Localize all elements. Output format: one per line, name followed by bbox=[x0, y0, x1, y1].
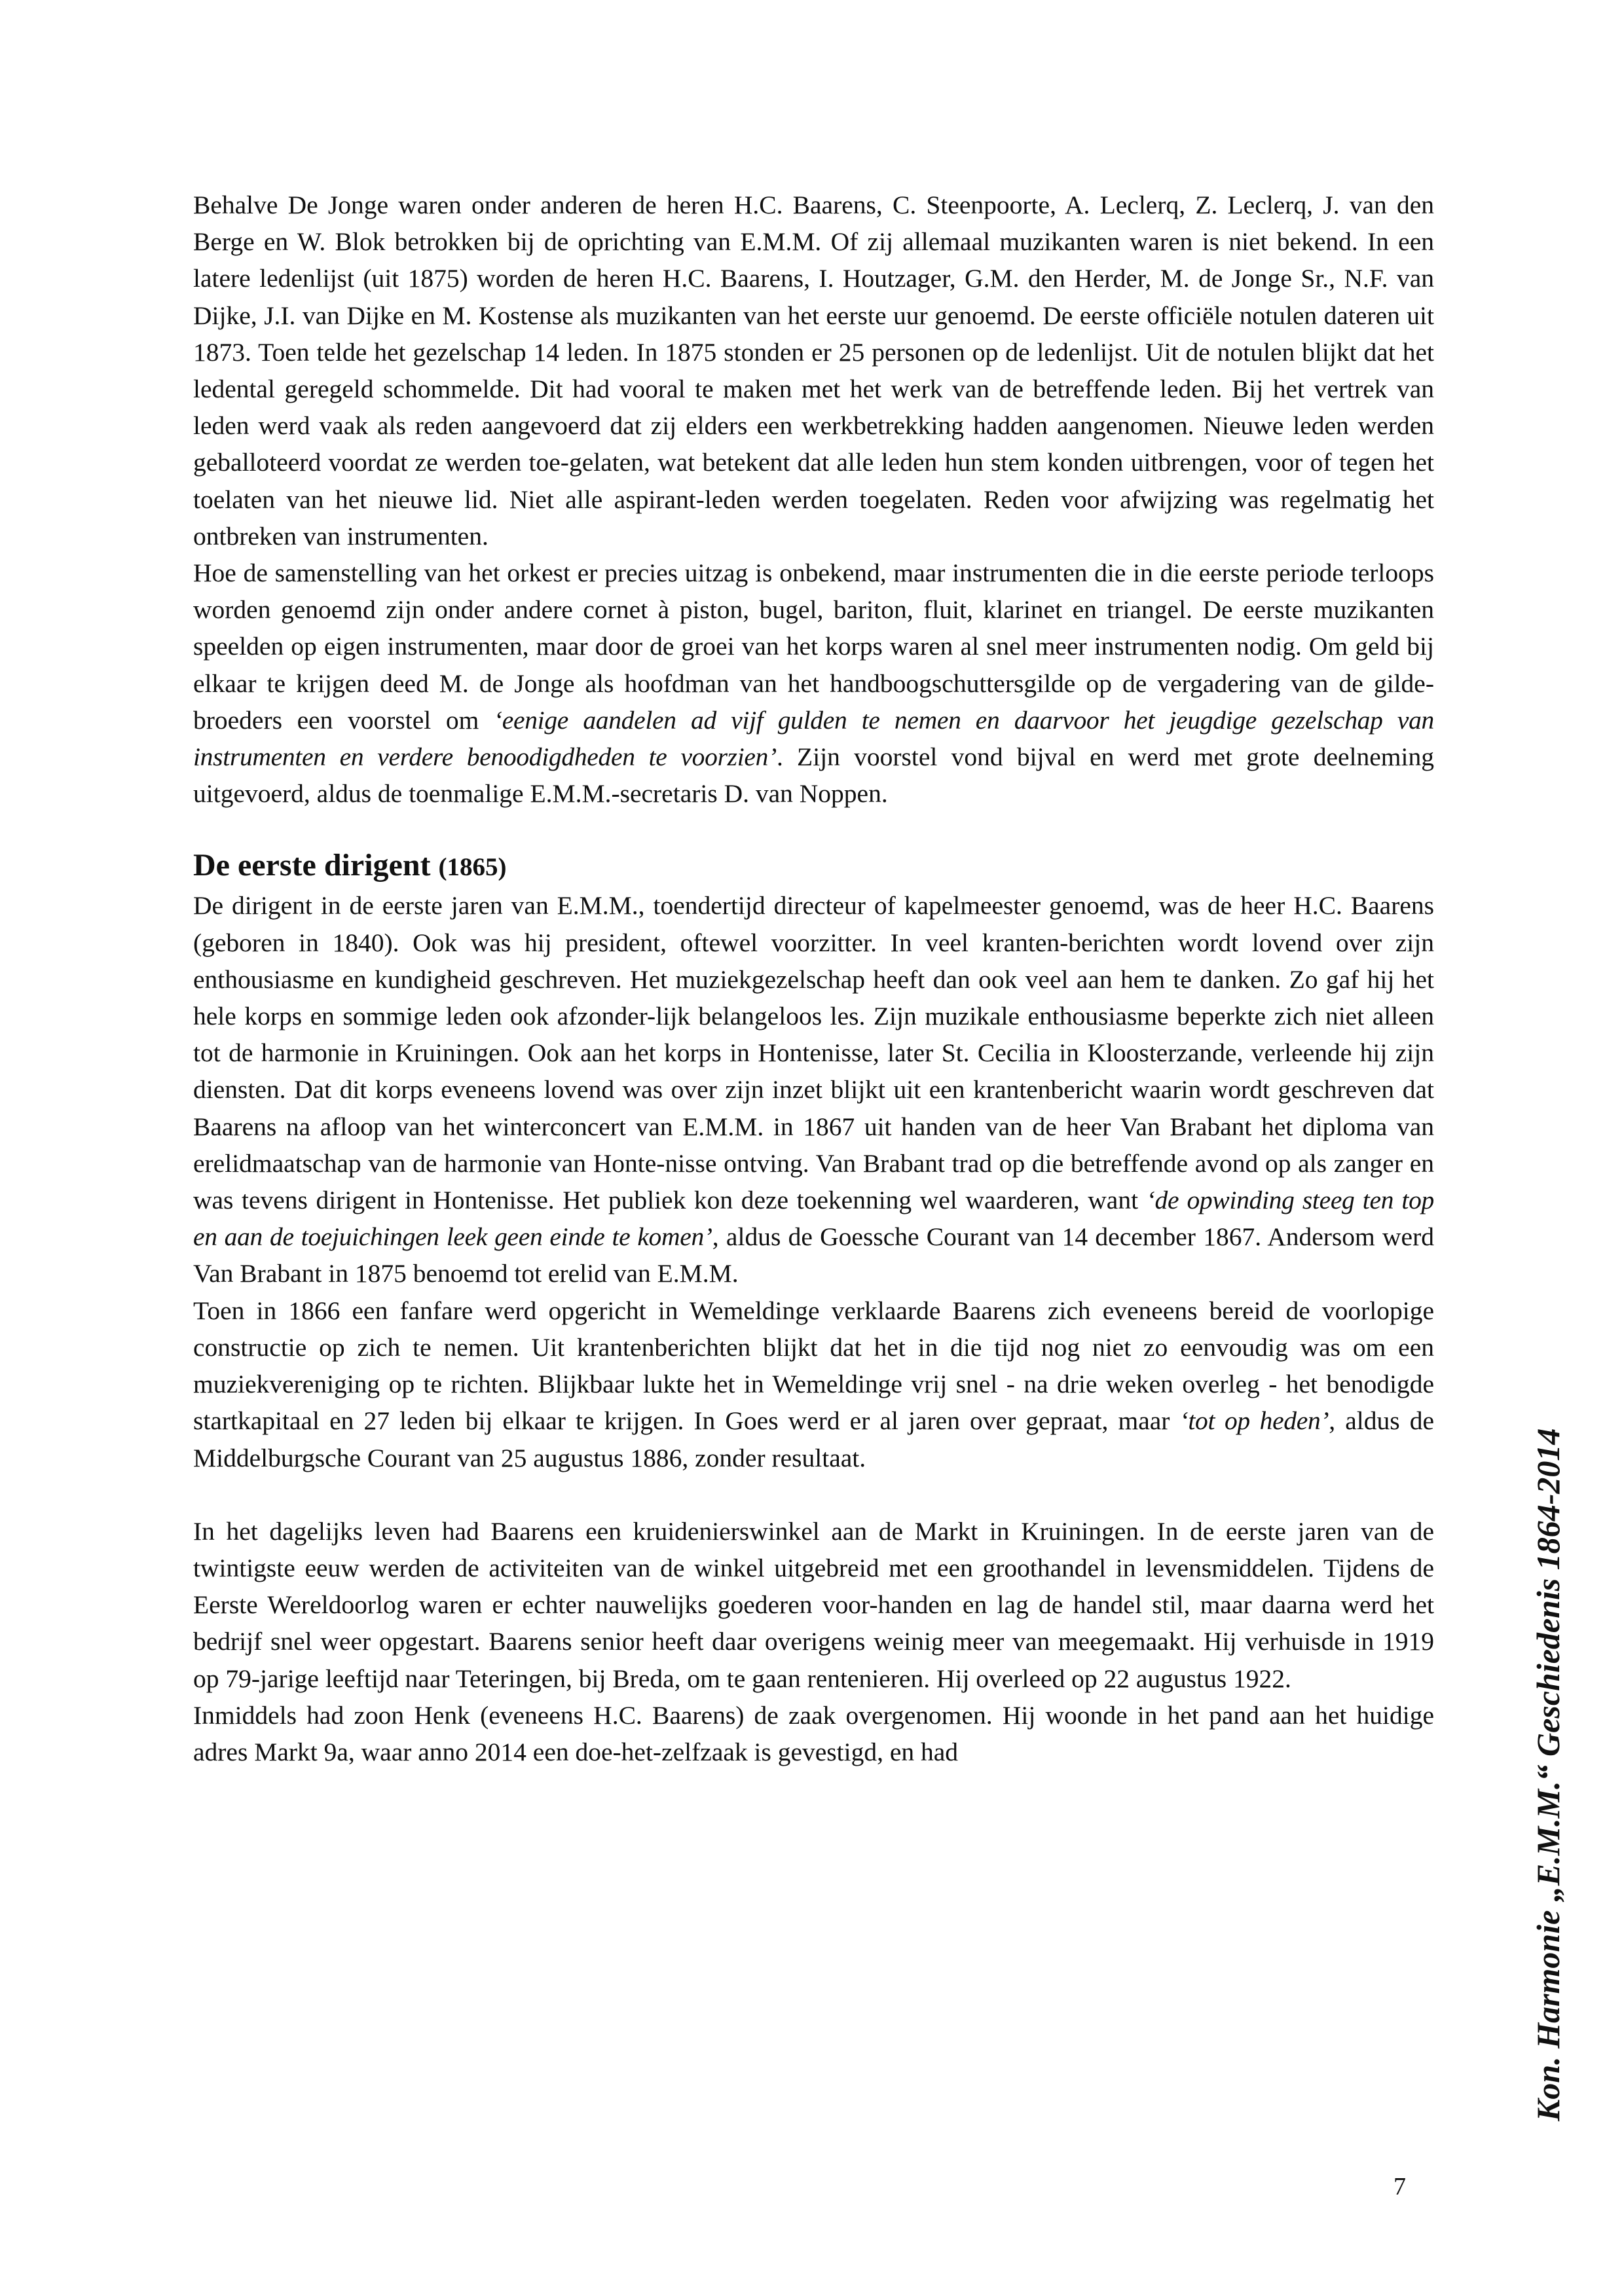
paragraph-dirigent bbox=[193, 887, 1434, 1292]
paragraph-instruments-text-start: Hoe de samenstelling van het orkest er precies uitzag is onbekend, maar instrumenten die in die eerste periode terloops worden genoemd zijn onder andere cornet à piston, bugel, bariton, fluit, klarinet en triangel. De eerste muzikanten speelden op eigen instrumenten, maar door de groei van het korps waren al snel meer instrumenten nodig. Om geld bij elkaar te krijgen deed M. de Jonge als hoofdman van het handboogschuttersgilde op de vergadering van de gilde-broeders een voorstel om bbox=[193, 558, 1434, 735]
side-title: Kon. Harmonie „E.M.M.“ Geschiedenis 1864-2014 bbox=[1530, 1428, 1566, 2121]
paragraph-dirigent-text-start: De dirigent in de eerste jaren van E.M.M., toendertijd directeur of kapelmeester genoemd, was de heer H.C. Baarens (geboren in 1840). Ook was hij president, oftewel voorzitter. In veel kranten-berichten wordt lovend over zijn enthousiasme en kundigheid geschreven. Het muziekgezelschap heeft dan ook veel aan hem te danken. Zo gaf hij het hele korps en sommige leden ook afzonder-lijk belangeloos les. Zijn muzikale enthousiasme beperkte zich niet alleen tot de harmonie in Kruiningen. Ook aan het korps in Hontenisse, later St. Cecilia in Kloosterzande, verleende hij zijn diensten. Dat dit korps eveneens lovend was over zijn inzet blijkt uit een krantenbericht waarin wordt geschreven dat Baarens na afloop van het winterconcert van E.M.M. in 1867 uit handen van de heer Van Brabant het diploma van erelidmaatschap van de harmonie van Honte-nisse ontving. Van Brabant trad op die betreffende avond op als zanger en was tevens dirigent in Hontenisse. Het publiek kon deze toekenning wel waarderen, want bbox=[193, 891, 1434, 1215]
document-body bbox=[193, 187, 1434, 1770]
quote-opwinding: ‘de opwinding steeg ten top en aan de toejuichingen leek geen einde te komen’ bbox=[193, 1186, 1434, 1252]
page-number: 7 bbox=[1393, 2173, 1406, 2200]
paragraph-wemeldinge-text-start: Toen in 1866 een fanfare werd opgericht in Wemeldinge verklaarde Baarens zich eveneens bereid de voorlopige constructie op zich te nemen. Uit krantenberichten blijkt dat het in die tijd nog niet zo eenvoudig was om een muziekvereniging op te richten. Blijkbaar lukte het in Wemeldinge vrij snel - na drie weken overleg - het benodigde startkapitaal en 27 leden bij elkaar te krijgen. In Goes werd er al jaren over gepraat, maar bbox=[193, 1296, 1434, 1436]
section-heading bbox=[193, 846, 1434, 887]
paragraph-kruidenierswinkel: In het dagelijks leven had Baarens een kruidenierswinkel aan de Markt in Kruiningen. In de eerste jaren van de twintigste eeuw werden de activiteiten van de winkel uitgebreid met een groothandel in levensmiddelen. Tijdens de Eerste Wereldoorlog waren er echter nauwelijks goederen voor-handen en lag de handel stil, maar daarna werd het bedrijf snel weer opgestart. Baarens senior heeft daar overigens weinig meer van meegemaakt. Hij verhuisde in 1919 op 79-jarige leeftijd naar Teteringen, bij Breda, om te gaan rentenieren. Hij overleed op 22 augustus 1922. bbox=[193, 1516, 1434, 1693]
paragraph-wemeldinge bbox=[193, 1292, 1434, 1476]
quote-aandelen: ‘eenige aandelen ad vijf gulden te nemen en daarvoor het jeugdige gezelschap van instrumenten en verdere benoodigdheden te voorzien’ bbox=[193, 705, 1434, 772]
paragraph-wemeldinge-text-end: , aldus de Middelburgsche Courant van 25 augustus 1886, zonder resultaat. bbox=[193, 1406, 1434, 1472]
paragraph-instruments bbox=[193, 555, 1434, 812]
paragraph-founders: Behalve De Jonge waren onder anderen de heren H.C. Baarens, C. Steenpoorte, A. Leclerq, Z. Leclerq, J. van den Berge en W. Blok betrokken bij de oprichting van E.M.M. Of zij allemaal muzikanten waren is niet bekend. In een latere ledenlijst (uit 1875) worden de heren H.C. Baarens, I. Houtzager, G.M. den Herder, M. de Jonge Sr., N.F. van Dijke, J.I. van Dijke en M. Kostense als muzikanten van het eerste uur genoemd. De eerste officiële notulen dateren uit 1873. Toen telde het gezelschap 14 leden. In 1875 stonden er 25 personen op de ledenlijst. Uit de notulen blijkt dat het ledental geregeld schommelde. Dit had vooral te maken met het werk van de betreffende leden. Bij het vertrek van leden werd vaak als reden aangevoerd dat zij elders een werkbetrekking hadden aangenomen. Nieuwe leden werden geballoteerd voordat ze werden toe-gelaten, wat betekent dat alle leden hun stem konden uitbrengen, voor of tegen het toelaten van het nieuwe lid. Niet alle aspirant-leden werden toegelaten. Reden voor afwijzing was regelmatig het ontbreken van instrumenten. bbox=[193, 191, 1434, 551]
paragraph-instruments-text-end: . Zijn voorstel vond bijval en werd met grote deelneming uitgevoerd, aldus de toenmalige E.M.M.-secretaris D. van Noppen. bbox=[193, 742, 1434, 809]
paragraph-dirigent-text-end: , aldus de Goessche Courant van 14 december 1867. Andersom werd Van Brabant in 1875 benoemd tot erelid van E.M.M. bbox=[193, 1222, 1434, 1288]
section-heading-title: De eerste dirigent bbox=[193, 848, 431, 883]
section-heading-year: (1865) bbox=[438, 853, 507, 882]
paragraph-henk: Inmiddels had zoon Henk (eveneens H.C. Baarens) de zaak overgenomen. Hij woonde in het pand aan het huidige adres Markt 9a, waar anno 2014 een doe-het-zelfzaak is gevestigd, en had bbox=[193, 1700, 1434, 1766]
quote-tot-op-heden: ‘tot op heden’ bbox=[1179, 1406, 1329, 1436]
